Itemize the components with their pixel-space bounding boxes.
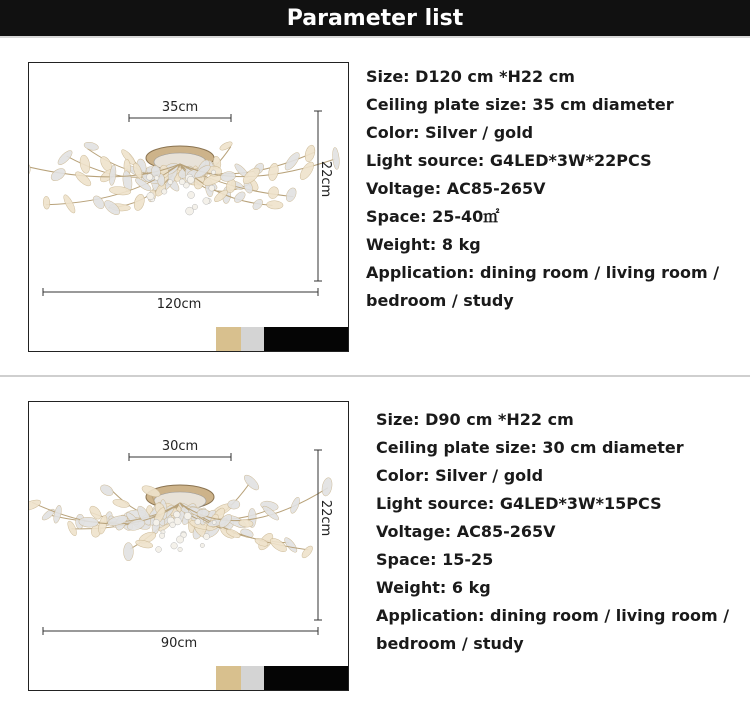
spec-light-source: Light source: G4LED*3W*22PCS bbox=[366, 151, 652, 170]
product-image-1 bbox=[28, 62, 349, 352]
header-underline bbox=[0, 36, 750, 38]
swatch-black[interactable] bbox=[264, 327, 348, 351]
spec-color: Color: Silver / gold bbox=[366, 123, 534, 142]
chandelier-drawing-1 bbox=[29, 63, 348, 351]
spec-size: Size: D120 cm *H22 cm bbox=[366, 67, 575, 86]
spec-plate-size: Ceiling plate size: 30 cm diameter bbox=[376, 438, 684, 457]
swatch-gold[interactable] bbox=[216, 327, 241, 351]
height-dimension-label: 22cm bbox=[318, 499, 333, 537]
spec-application-cont: bedroom / study bbox=[366, 291, 514, 310]
section-divider bbox=[0, 375, 750, 377]
plate-dimension-label: 35cm bbox=[161, 100, 199, 115]
swatch-black[interactable] bbox=[264, 666, 348, 690]
spec-plate-size: Ceiling plate size: 35 cm diameter bbox=[366, 95, 674, 114]
width-dimension-label: 90cm bbox=[160, 636, 198, 651]
swatch-gold[interactable] bbox=[216, 666, 241, 690]
swatch-silver[interactable] bbox=[241, 666, 264, 690]
color-swatches bbox=[216, 327, 348, 351]
spec-application-cont: bedroom / study bbox=[376, 634, 524, 653]
plate-dimension-label: 30cm bbox=[161, 439, 199, 454]
spec-list-2 bbox=[376, 406, 729, 658]
spec-light-source: Light source: G4LED*3W*15PCS bbox=[376, 494, 662, 513]
chandelier-illustration bbox=[29, 140, 340, 217]
height-dimension-label: 22cm bbox=[318, 160, 333, 198]
width-dimension-label: 120cm bbox=[156, 297, 202, 312]
spec-weight: Weight: 6 kg bbox=[376, 578, 491, 597]
spec-list-1 bbox=[366, 63, 719, 315]
spec-application: Application: dining room / living room / bbox=[376, 606, 730, 625]
chandelier-drawing-2 bbox=[29, 402, 348, 690]
chandelier-illustration bbox=[29, 473, 334, 561]
swatch-silver[interactable] bbox=[241, 327, 264, 351]
spec-weight: Weight: 8 kg bbox=[366, 235, 481, 254]
spec-color: Color: Silver / gold bbox=[376, 466, 544, 485]
spec-voltage: Voltage: AC85-265V bbox=[376, 522, 556, 541]
spec-application: Application: dining room / living room / bbox=[366, 263, 720, 282]
spec-space: Space: 25-40㎡ bbox=[366, 207, 500, 226]
product-image-2 bbox=[28, 401, 349, 691]
spec-space: Space: 15-25 bbox=[376, 550, 494, 569]
spec-voltage: Voltage: AC85-265V bbox=[366, 179, 546, 198]
page-title: Parameter list bbox=[286, 5, 464, 31]
spec-size: Size: D90 cm *H22 cm bbox=[376, 410, 574, 429]
header-bar bbox=[0, 0, 750, 36]
color-swatches bbox=[216, 666, 348, 690]
